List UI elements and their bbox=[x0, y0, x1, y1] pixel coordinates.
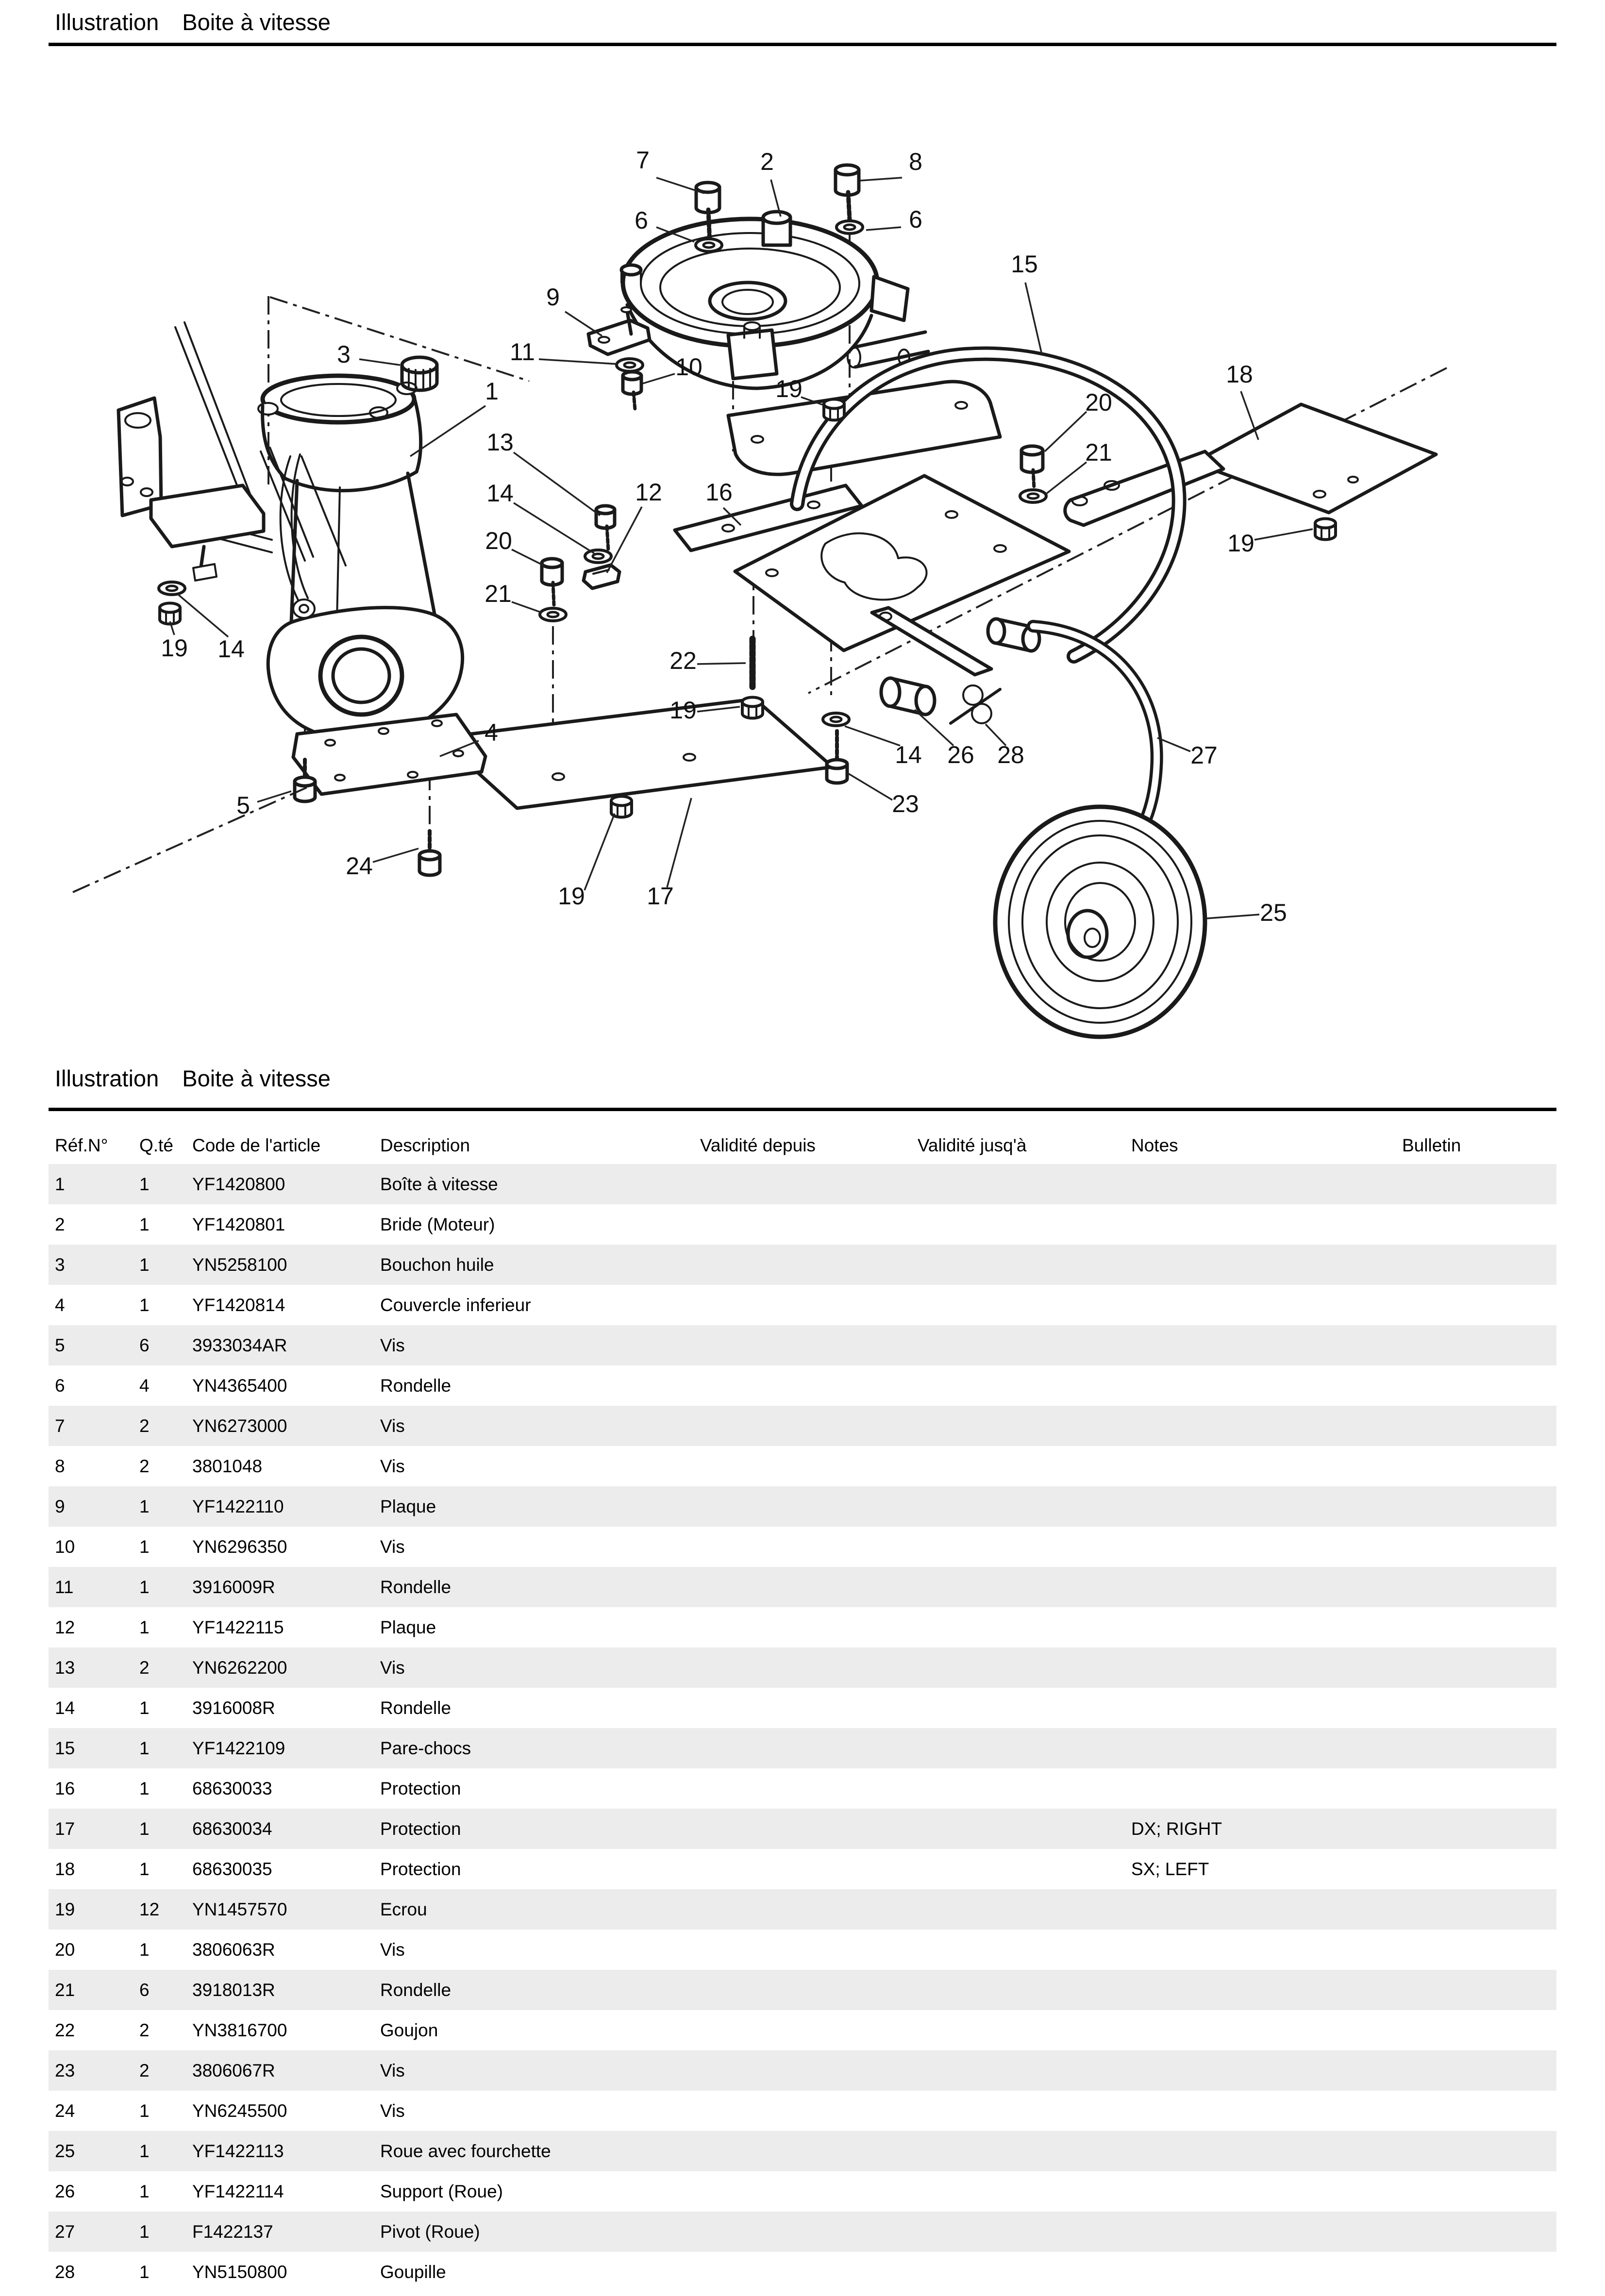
callout-leader-22 bbox=[697, 663, 746, 664]
callout-label-14: 14 bbox=[895, 741, 922, 769]
exploded-diagram bbox=[0, 146, 1605, 1044]
cell-qty: 2 bbox=[139, 1456, 150, 1476]
col-valid-from: Validité depuis bbox=[700, 1135, 816, 1155]
cell-qty: 12 bbox=[139, 1899, 160, 1919]
callout-leader-17 bbox=[667, 798, 691, 887]
callout-leader-8 bbox=[860, 178, 902, 181]
table-row bbox=[49, 1204, 1556, 1245]
callout-leader-6 bbox=[656, 227, 694, 242]
table-row bbox=[49, 1446, 1556, 1486]
table-row bbox=[49, 1970, 1556, 2010]
cell-ref: 8 bbox=[55, 1456, 65, 1476]
cell-qty: 1 bbox=[139, 1214, 150, 1234]
cell-code: YF1422115 bbox=[192, 1617, 284, 1637]
cell-code: 68630034 bbox=[192, 1818, 272, 1839]
cell-description: Plaque bbox=[380, 1496, 436, 1516]
cell-code: YF1422114 bbox=[192, 2181, 284, 2201]
callout-label-19: 19 bbox=[669, 697, 697, 724]
callout-label-1: 1 bbox=[485, 378, 499, 405]
cell-ref: 12 bbox=[55, 1617, 75, 1637]
table-row bbox=[49, 1688, 1556, 1728]
callout-leader-2 bbox=[771, 180, 781, 216]
table-row bbox=[49, 1365, 1556, 1406]
table-row bbox=[49, 2212, 1556, 2252]
parts-table-header bbox=[49, 1132, 1556, 1159]
table-section-rule bbox=[49, 1108, 1556, 1111]
callout-leader-10 bbox=[643, 374, 675, 383]
callout-label-17: 17 bbox=[647, 882, 674, 910]
callout-label-3: 3 bbox=[337, 341, 351, 368]
cell-ref: 19 bbox=[55, 1899, 75, 1919]
callout-label-13: 13 bbox=[486, 429, 514, 456]
cell-description: Vis bbox=[380, 1657, 405, 1678]
callout-leader-20 bbox=[1045, 412, 1087, 451]
cell-description: Bouchon huile bbox=[380, 1254, 494, 1275]
callout-leader-19 bbox=[801, 397, 823, 405]
cell-description: Couvercle inferieur bbox=[380, 1295, 531, 1315]
cell-description: Vis bbox=[380, 2100, 405, 2121]
cell-code: YN5258100 bbox=[192, 1254, 287, 1275]
table-row bbox=[49, 2252, 1556, 2292]
cell-code: 3916009R bbox=[192, 1577, 275, 1597]
cell-description: Support (Roue) bbox=[380, 2181, 503, 2201]
callout-label-15: 15 bbox=[1011, 250, 1038, 278]
callout-label-8: 8 bbox=[909, 148, 922, 176]
cell-qty: 2 bbox=[139, 2060, 150, 2080]
cell-qty: 1 bbox=[139, 1254, 150, 1275]
cell-ref: 2 bbox=[55, 1214, 65, 1234]
cell-qty: 1 bbox=[139, 1617, 150, 1637]
cell-qty: 2 bbox=[139, 1657, 150, 1678]
cell-description: Vis bbox=[380, 1456, 405, 1476]
table-row bbox=[49, 2010, 1556, 2050]
callout-label-22: 22 bbox=[669, 647, 697, 675]
cell-code: 3801048 bbox=[192, 1456, 263, 1476]
cell-description: Rondelle bbox=[380, 1980, 451, 2000]
cell-description: Bride (Moteur) bbox=[380, 1214, 495, 1234]
callout-leader-24 bbox=[373, 849, 418, 862]
cell-code: F1422137 bbox=[192, 2221, 273, 2242]
cell-qty: 1 bbox=[139, 2100, 150, 2121]
callout-leader-21 bbox=[512, 602, 542, 613]
callout-label-5: 5 bbox=[236, 792, 250, 819]
callout-leader-16 bbox=[723, 508, 741, 525]
table-row bbox=[49, 1930, 1556, 1970]
cell-qty: 1 bbox=[139, 1939, 150, 1960]
callout-leader-19 bbox=[697, 707, 740, 712]
table-row bbox=[49, 1809, 1556, 1849]
col-notes: Notes bbox=[1131, 1135, 1178, 1155]
cell-qty: 1 bbox=[139, 2181, 150, 2201]
cell-qty: 1 bbox=[139, 2141, 150, 2161]
cell-qty: 1 bbox=[139, 2221, 150, 2242]
callout-leader-1 bbox=[410, 406, 485, 456]
table-section-name: Boite à vitesse bbox=[182, 1065, 331, 1091]
callout-leader-25 bbox=[1207, 915, 1259, 918]
callout-leader-7 bbox=[656, 178, 704, 193]
callout-label-27: 27 bbox=[1190, 742, 1218, 769]
cell-qty: 1 bbox=[139, 1697, 150, 1718]
table-row bbox=[49, 2131, 1556, 2171]
table-row bbox=[49, 2050, 1556, 2091]
callout-leader-19 bbox=[170, 621, 174, 635]
callout-label-19: 19 bbox=[558, 882, 585, 910]
cell-qty: 6 bbox=[139, 1980, 150, 2000]
cell-ref: 6 bbox=[55, 1375, 65, 1396]
cell-code: 3918013R bbox=[192, 1980, 275, 2000]
callout-leader-27 bbox=[1157, 738, 1190, 751]
cell-qty: 1 bbox=[139, 1295, 150, 1315]
cell-code: YN4365400 bbox=[192, 1375, 287, 1396]
callout-label-16: 16 bbox=[705, 479, 733, 506]
cell-ref: 3 bbox=[55, 1254, 65, 1275]
callout-label-19: 19 bbox=[775, 375, 802, 403]
cell-description: Protection bbox=[380, 1778, 461, 1798]
col-valid-to: Validité jusq'à bbox=[918, 1135, 1027, 1155]
cell-notes: DX; RIGHT bbox=[1131, 1818, 1222, 1839]
col-description: Description bbox=[380, 1135, 470, 1155]
cell-code: YF1420800 bbox=[192, 1174, 285, 1194]
cell-qty: 1 bbox=[139, 2262, 150, 2282]
cell-ref: 4 bbox=[55, 1295, 65, 1315]
callout-leader-3 bbox=[359, 359, 400, 365]
cell-ref: 9 bbox=[55, 1496, 65, 1516]
page-title bbox=[55, 10, 331, 35]
cell-ref: 27 bbox=[55, 2221, 75, 2242]
callout-leader-14 bbox=[178, 594, 228, 637]
cell-ref: 20 bbox=[55, 1939, 75, 1960]
callout-leader-18 bbox=[1241, 391, 1258, 440]
callout-label-9: 9 bbox=[546, 283, 560, 311]
table-row bbox=[49, 1647, 1556, 1688]
cell-qty: 1 bbox=[139, 1778, 150, 1798]
cell-qty: 1 bbox=[139, 1174, 150, 1194]
callout-label-11: 11 bbox=[510, 338, 535, 366]
callout-label-6: 6 bbox=[909, 206, 922, 233]
cell-ref: 24 bbox=[55, 2100, 75, 2121]
cell-qty: 1 bbox=[139, 1536, 150, 1557]
callout-leader-12 bbox=[607, 507, 642, 573]
cell-ref: 25 bbox=[55, 2141, 75, 2161]
cell-description: Vis bbox=[380, 1415, 405, 1436]
cell-description: Roue avec fourchette bbox=[380, 2141, 551, 2161]
parts-table-body bbox=[49, 1164, 1556, 2292]
col-qty: Q.té bbox=[139, 1135, 173, 1155]
cell-notes: SX; LEFT bbox=[1131, 1859, 1209, 1879]
cell-description: Protection bbox=[380, 1859, 461, 1879]
table-row bbox=[49, 1527, 1556, 1567]
cell-description: Vis bbox=[380, 1536, 405, 1557]
cell-description: Protection bbox=[380, 1818, 461, 1839]
cell-ref: 26 bbox=[55, 2181, 75, 2201]
table-section-label: Illustration bbox=[55, 1065, 159, 1091]
cell-ref: 5 bbox=[55, 1335, 65, 1355]
cell-code: YF1422113 bbox=[192, 2141, 284, 2161]
table-row bbox=[49, 1849, 1556, 1889]
cell-code: YN5150800 bbox=[192, 2262, 287, 2282]
cell-ref: 28 bbox=[55, 2262, 75, 2282]
table-row bbox=[49, 1768, 1556, 1809]
callout-leader-23 bbox=[849, 774, 892, 800]
title-rule bbox=[49, 43, 1556, 46]
cell-qty: 1 bbox=[139, 1496, 150, 1516]
cell-ref: 13 bbox=[55, 1657, 75, 1678]
cell-ref: 10 bbox=[55, 1536, 75, 1557]
cell-description: Goujon bbox=[380, 2020, 438, 2040]
callout-label-20: 20 bbox=[1085, 389, 1112, 416]
cell-code: YN3816700 bbox=[192, 2020, 287, 2040]
table-row bbox=[49, 1607, 1556, 1647]
table-row bbox=[49, 1486, 1556, 1527]
cell-ref: 15 bbox=[55, 1738, 75, 1758]
cell-description: Plaque bbox=[380, 1617, 436, 1637]
cell-qty: 1 bbox=[139, 1577, 150, 1597]
callout-label-14: 14 bbox=[486, 480, 514, 507]
cell-code: 68630035 bbox=[192, 1859, 272, 1879]
cell-qty: 4 bbox=[139, 1375, 150, 1396]
cell-code: YN6273000 bbox=[192, 1415, 287, 1436]
callout-label-6: 6 bbox=[635, 207, 648, 234]
callout-leader-14 bbox=[514, 503, 594, 553]
cell-code: YN6296350 bbox=[192, 1536, 287, 1557]
callout-label-25: 25 bbox=[1260, 899, 1287, 927]
col-code: Code de l'article bbox=[192, 1135, 321, 1155]
cell-description: Rondelle bbox=[380, 1577, 451, 1597]
callout-leader-26 bbox=[915, 710, 953, 746]
cell-ref: 21 bbox=[55, 1980, 75, 2000]
callout-leader-14 bbox=[845, 726, 900, 746]
table-row bbox=[49, 1889, 1556, 1930]
callout-leader-5 bbox=[257, 791, 291, 802]
callout-label-21: 21 bbox=[485, 580, 512, 608]
cell-ref: 11 bbox=[55, 1577, 74, 1597]
cell-code: 3806067R bbox=[192, 2060, 275, 2080]
cell-description: Rondelle bbox=[380, 1697, 451, 1718]
cell-code: 3933034AR bbox=[192, 1335, 287, 1355]
cell-code: YN6262200 bbox=[192, 1657, 287, 1678]
callout-label-7: 7 bbox=[636, 147, 650, 174]
callout-label-18: 18 bbox=[1226, 361, 1253, 388]
callout-label-20: 20 bbox=[485, 527, 512, 555]
page-title-label: Illustration bbox=[55, 9, 159, 35]
cell-description: Vis bbox=[380, 2060, 405, 2080]
cell-ref: 18 bbox=[55, 1859, 75, 1879]
callout-overlay bbox=[0, 146, 1605, 1044]
cell-ref: 14 bbox=[55, 1697, 75, 1718]
cell-ref: 17 bbox=[55, 1818, 75, 1839]
cell-qty: 1 bbox=[139, 1818, 150, 1839]
cell-description: Vis bbox=[380, 1939, 405, 1960]
callout-label-19: 19 bbox=[161, 634, 188, 662]
table-section-title bbox=[55, 1066, 331, 1091]
cell-ref: 7 bbox=[55, 1415, 65, 1436]
cell-qty: 1 bbox=[139, 1859, 150, 1879]
callout-label-28: 28 bbox=[997, 741, 1024, 769]
cell-ref: 23 bbox=[55, 2060, 75, 2080]
cell-description: Vis bbox=[380, 1335, 405, 1355]
table-row bbox=[49, 1406, 1556, 1446]
callout-label-12: 12 bbox=[635, 479, 662, 506]
callout-leader-21 bbox=[1046, 462, 1087, 494]
cell-code: 3916008R bbox=[192, 1697, 275, 1718]
callout-label-14: 14 bbox=[217, 635, 245, 663]
cell-code: YF1422110 bbox=[192, 1496, 284, 1516]
page-title-name: Boite à vitesse bbox=[182, 9, 331, 35]
table-row bbox=[49, 1245, 1556, 1285]
cell-code: YF1420814 bbox=[192, 1295, 285, 1315]
cell-description: Pare-chocs bbox=[380, 1738, 471, 1758]
callout-leader-6 bbox=[866, 227, 901, 230]
cell-ref: 22 bbox=[55, 2020, 75, 2040]
table-row bbox=[49, 1285, 1556, 1325]
callout-leader-15 bbox=[1025, 283, 1042, 354]
cell-description: Pivot (Roue) bbox=[380, 2221, 480, 2242]
cell-ref: 1 bbox=[55, 1174, 65, 1194]
table-row bbox=[49, 1325, 1556, 1365]
callout-label-26: 26 bbox=[947, 741, 974, 769]
table-row bbox=[49, 1728, 1556, 1768]
callout-leader-19 bbox=[585, 814, 615, 890]
cell-qty: 6 bbox=[139, 1335, 150, 1355]
cell-code: 68630033 bbox=[192, 1778, 272, 1798]
cell-description: Ecrou bbox=[380, 1899, 427, 1919]
cell-ref: 16 bbox=[55, 1778, 75, 1798]
cell-qty: 2 bbox=[139, 1415, 150, 1436]
table-row bbox=[49, 2091, 1556, 2131]
callout-label-4: 4 bbox=[485, 719, 498, 747]
cell-description: Rondelle bbox=[380, 1375, 451, 1396]
cell-code: YF1422109 bbox=[192, 1738, 285, 1758]
callout-leader-19 bbox=[1254, 529, 1313, 540]
table-row bbox=[49, 2171, 1556, 2212]
callout-label-10: 10 bbox=[675, 353, 702, 381]
cell-qty: 2 bbox=[139, 2020, 150, 2040]
cell-qty: 1 bbox=[139, 1738, 150, 1758]
callout-leader-13 bbox=[514, 452, 600, 516]
callout-leader-11 bbox=[539, 359, 618, 364]
callout-label-23: 23 bbox=[892, 790, 919, 818]
callout-label-19: 19 bbox=[1227, 530, 1254, 557]
col-ref: Réf.N° bbox=[55, 1135, 108, 1155]
table-row bbox=[49, 1567, 1556, 1607]
callout-leader-20 bbox=[512, 549, 545, 566]
cell-code: 3806063R bbox=[192, 1939, 275, 1960]
callout-leader-4 bbox=[440, 741, 479, 756]
callout-label-24: 24 bbox=[346, 852, 373, 880]
callout-label-2: 2 bbox=[760, 148, 774, 176]
cell-code: YF1420801 bbox=[192, 1214, 285, 1234]
cell-description: Boîte à vitesse bbox=[380, 1174, 498, 1194]
table-row bbox=[49, 1164, 1556, 1204]
cell-description: Goupille bbox=[380, 2262, 446, 2282]
callout-leader-9 bbox=[565, 312, 602, 336]
cell-code: YN6245500 bbox=[192, 2100, 287, 2121]
callout-label-21: 21 bbox=[1085, 439, 1112, 466]
col-bulletin: Bulletin bbox=[1402, 1135, 1461, 1155]
cell-code: YN1457570 bbox=[192, 1899, 287, 1919]
